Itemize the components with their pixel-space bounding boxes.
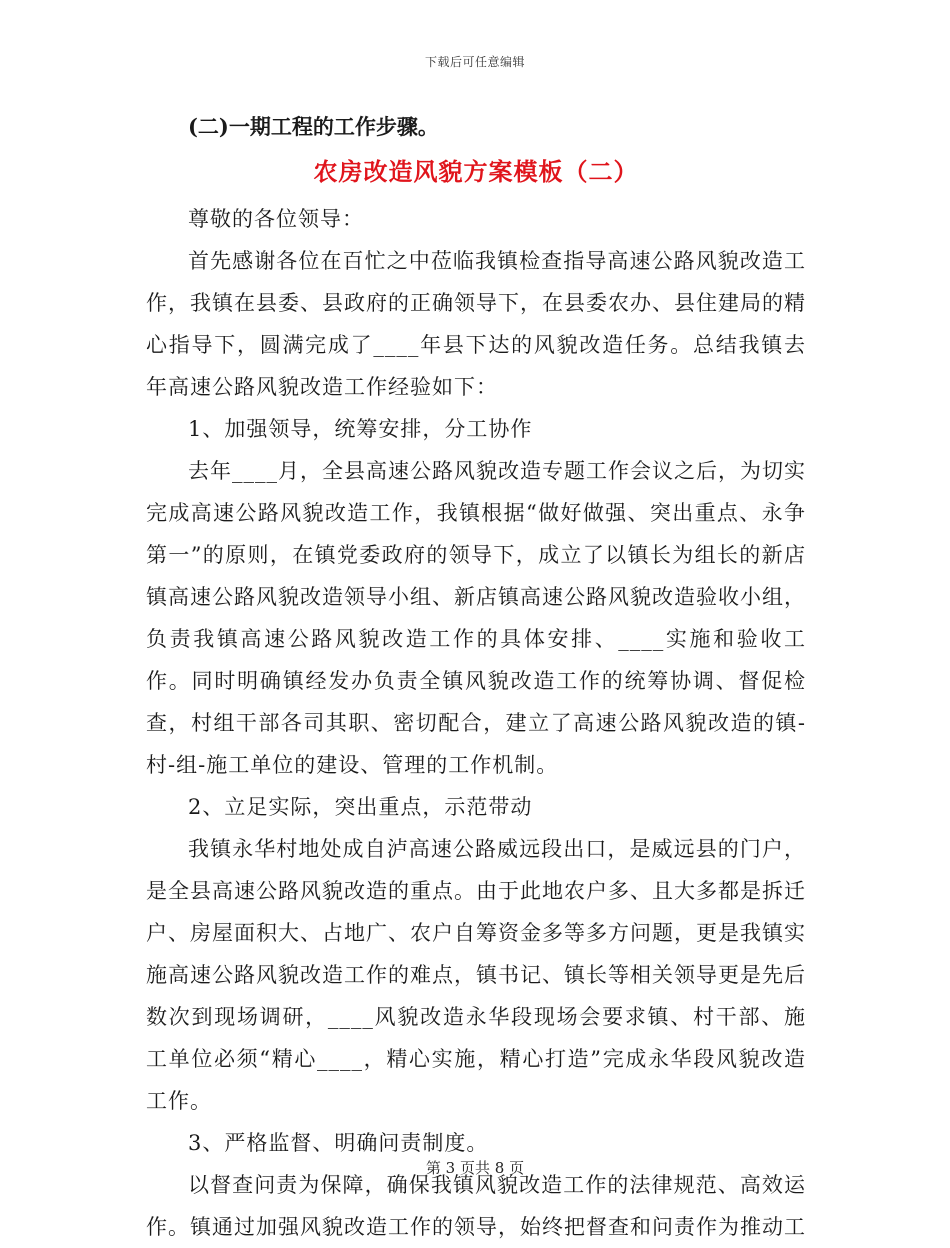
- item-2-paragraph: 我镇永华村地处成自泸高速公路威远段出口，是威远县的门户，是全县高速公路风貌改造的重点。由于此地农户多、且大多都是拆迁户、房屋面积大、占地广、农户自筹资金多等多方问题，更是我镇实施高速公路风貌改造工作的难点，镇书记、镇长等相关领导更是先后数次到现场调研，____风貌改造永华段现场会要求镇、村干部、施工单位必须“精心____，精心实施，精心打造”完成永华段风貌改造工作。: [146, 837, 806, 1113]
- salutation: 尊敬的各位领导：: [188, 207, 364, 231]
- item-1-heading: 1、加强领导，统筹安排，分工协作: [188, 417, 533, 441]
- document-body: [146, 108, 806, 1248]
- document-title: 农房改造风貌方案模板（二）: [313, 157, 639, 186]
- item-3-heading: 3、严格监督、明确问责制度。: [188, 1131, 489, 1155]
- item-1-paragraph: 去年____月，全县高速公路风貌改造专题工作会议之后，为切实完成高速公路风貌改造工作，我镇根据“做好做强、突出重点、永争第一”的原则，在镇党委政府的领导下，成立了以镇长为组长的新店镇高速公路风貌改造领导小组、新店镇高速公路风貌改造验收小组，负责我镇高速公路风貌改造工作的具体安排、____实施和验收工作。同时明确镇经发办负责全镇风貌改造工作的统筹协调、督促检查，村组干部各司其职、密切配合，建立了高速公路风貌改造的镇-村-组-施工单位的建设、管理的工作机制。: [146, 459, 806, 777]
- item-3-paragraph: 以督查问责为保障，确保我镇风貌改造工作的法律规范、高效运作。镇通过加强风貌改造工作的领导，始终把督查和问责作为推动工: [146, 1173, 806, 1239]
- item-2-heading: 2、立足实际，突出重点，示范带动: [188, 795, 533, 819]
- intro-paragraph: 首先感谢各位在百忙之中莅临我镇检查指导高速公路风貌改造工作，我镇在县委、县政府的正确领导下，在县委农办、县住建局的精心指导下，圆满完成了____年县下达的风貌改造任务。总结我镇去年高速公路风貌改造工作经验如下：: [146, 249, 806, 399]
- page-number-footer: 第 3 页共 8 页: [425, 1159, 525, 1177]
- section-heading: (二)一期工程的工作步骤。: [188, 114, 439, 139]
- header-note: 下载后可任意编辑: [424, 55, 525, 69]
